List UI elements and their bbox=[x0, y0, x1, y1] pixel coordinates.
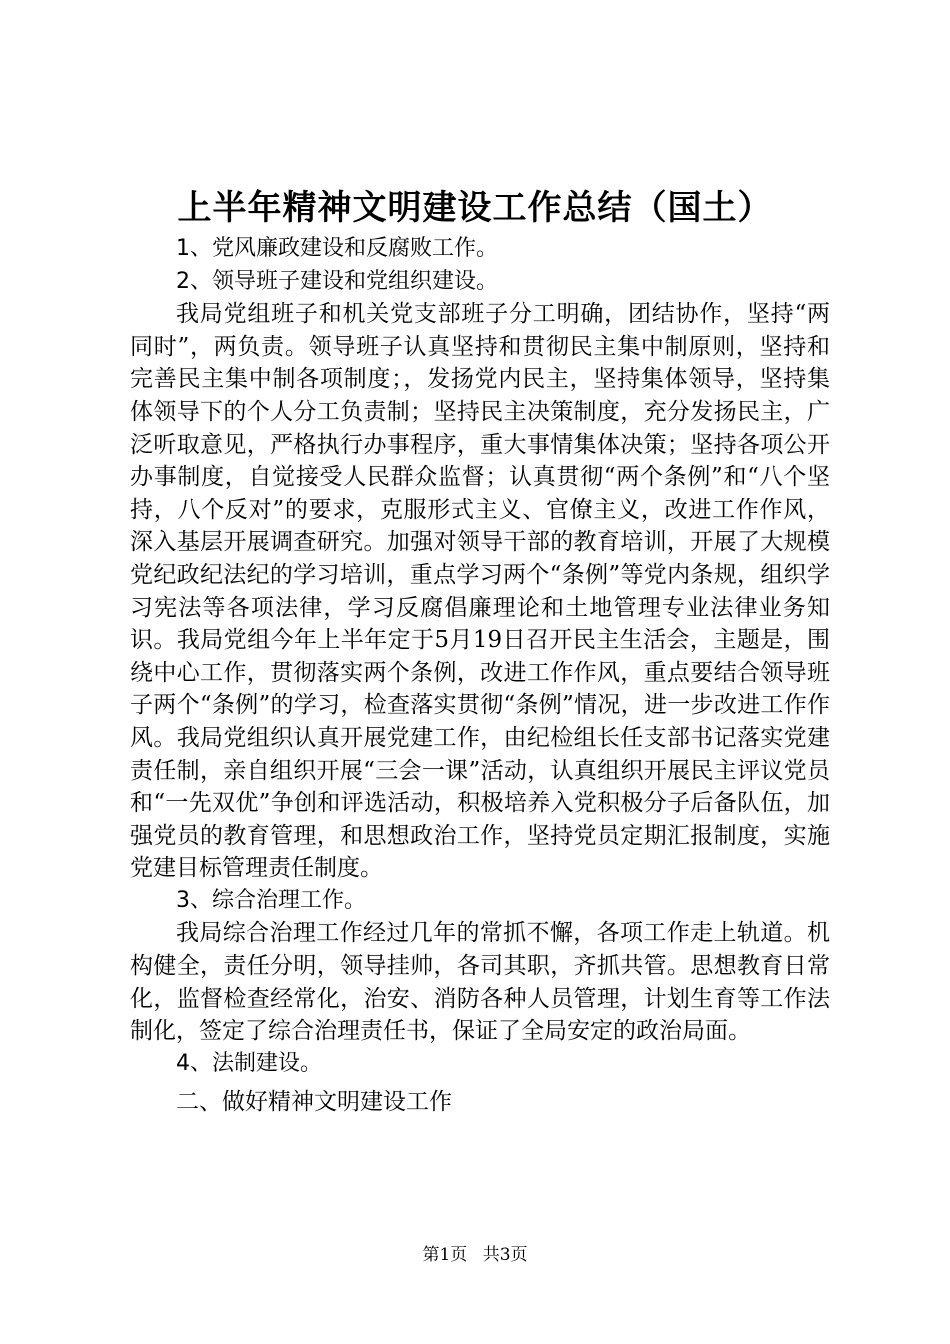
document-title: 上半年精神文明建设工作总结（国土） bbox=[177, 188, 773, 228]
section-two-heading: 二、做好精神文明建设工作 bbox=[176, 1089, 452, 1116]
page-count: 共3页 bbox=[482, 1245, 528, 1265]
document-body bbox=[130, 233, 830, 1119]
paragraph-comprehensive-governance: 我局综合治理工作经过几年的常抓不懈，各项工作走上轨道。机构健全，责任分明，领导挂帅，各司其职，齐抓共管。思想教育日常化，监督检查经常化，治安、消防各种人员管理，计划生育等工作法制化，签定了综合治理责任书，保证了全局安定的政治局面。 bbox=[130, 920, 830, 1045]
paragraph-leadership: 我局党组班子和机关党支部班子分工明确，团结协作，坚持“两同时”，两负责。领导班子认真坚持和贯彻民主集中制原则，坚持和完善民主集中制各项制度；，发扬党内民主，坚持集体领导，坚持集体领导下的个人分工负责制；坚持民主决策制度，充分发扬民主，广泛听取意见，严格执行办事程序，重大事情集体决策；坚持各项公开办事制度，自觉接受人民群众监督；认真贯彻“两个条例”和“八个坚持，八个反对”的要求，克服形式主义、官僚主义，改进工作作风，深入基层开展调查研究。加强对领导干部的教育培训，开展了大规模党纪政纪法纪的学习培训，重点学习两个“条例”等党内条规，组织学习宪法等各项法律，学习反腐倡廉理论和土地管理专业法律业务知识。我局党组今年上半年定于5月19日召开民主生活会，主题是，围绕中心工作，贯彻落实两个条例，改进工作作风，重点要结合领导班子两个“条例”的学习，检查落实贯彻“条例”情况，进一步改进工作作风。我局党组织认真开展党建工作，由纪检组长任支部书记落实党建责任制，亲自组织开展“三会一课”活动，认真组织开展民主评议党员和“一先双优”争创和评选活动，积极培养入党积极分子后备队伍，加强党员的教育管理，和思想政治工作，坚持党员定期汇报制度，实施党建目标管理责任制度。 bbox=[130, 301, 830, 882]
heading-party-conduct: 1、党风廉政建设和反腐败工作。 bbox=[176, 236, 498, 261]
heading-leadership: 2、领导班子建设和党组织建设。 bbox=[176, 268, 498, 294]
page-number: 第1页 bbox=[422, 1245, 468, 1265]
heading-legal-system: 4、法制建设。 bbox=[176, 1050, 322, 1076]
page-footer bbox=[0, 1243, 950, 1267]
heading-comprehensive-governance: 3、综合治理工作。 bbox=[176, 887, 366, 913]
